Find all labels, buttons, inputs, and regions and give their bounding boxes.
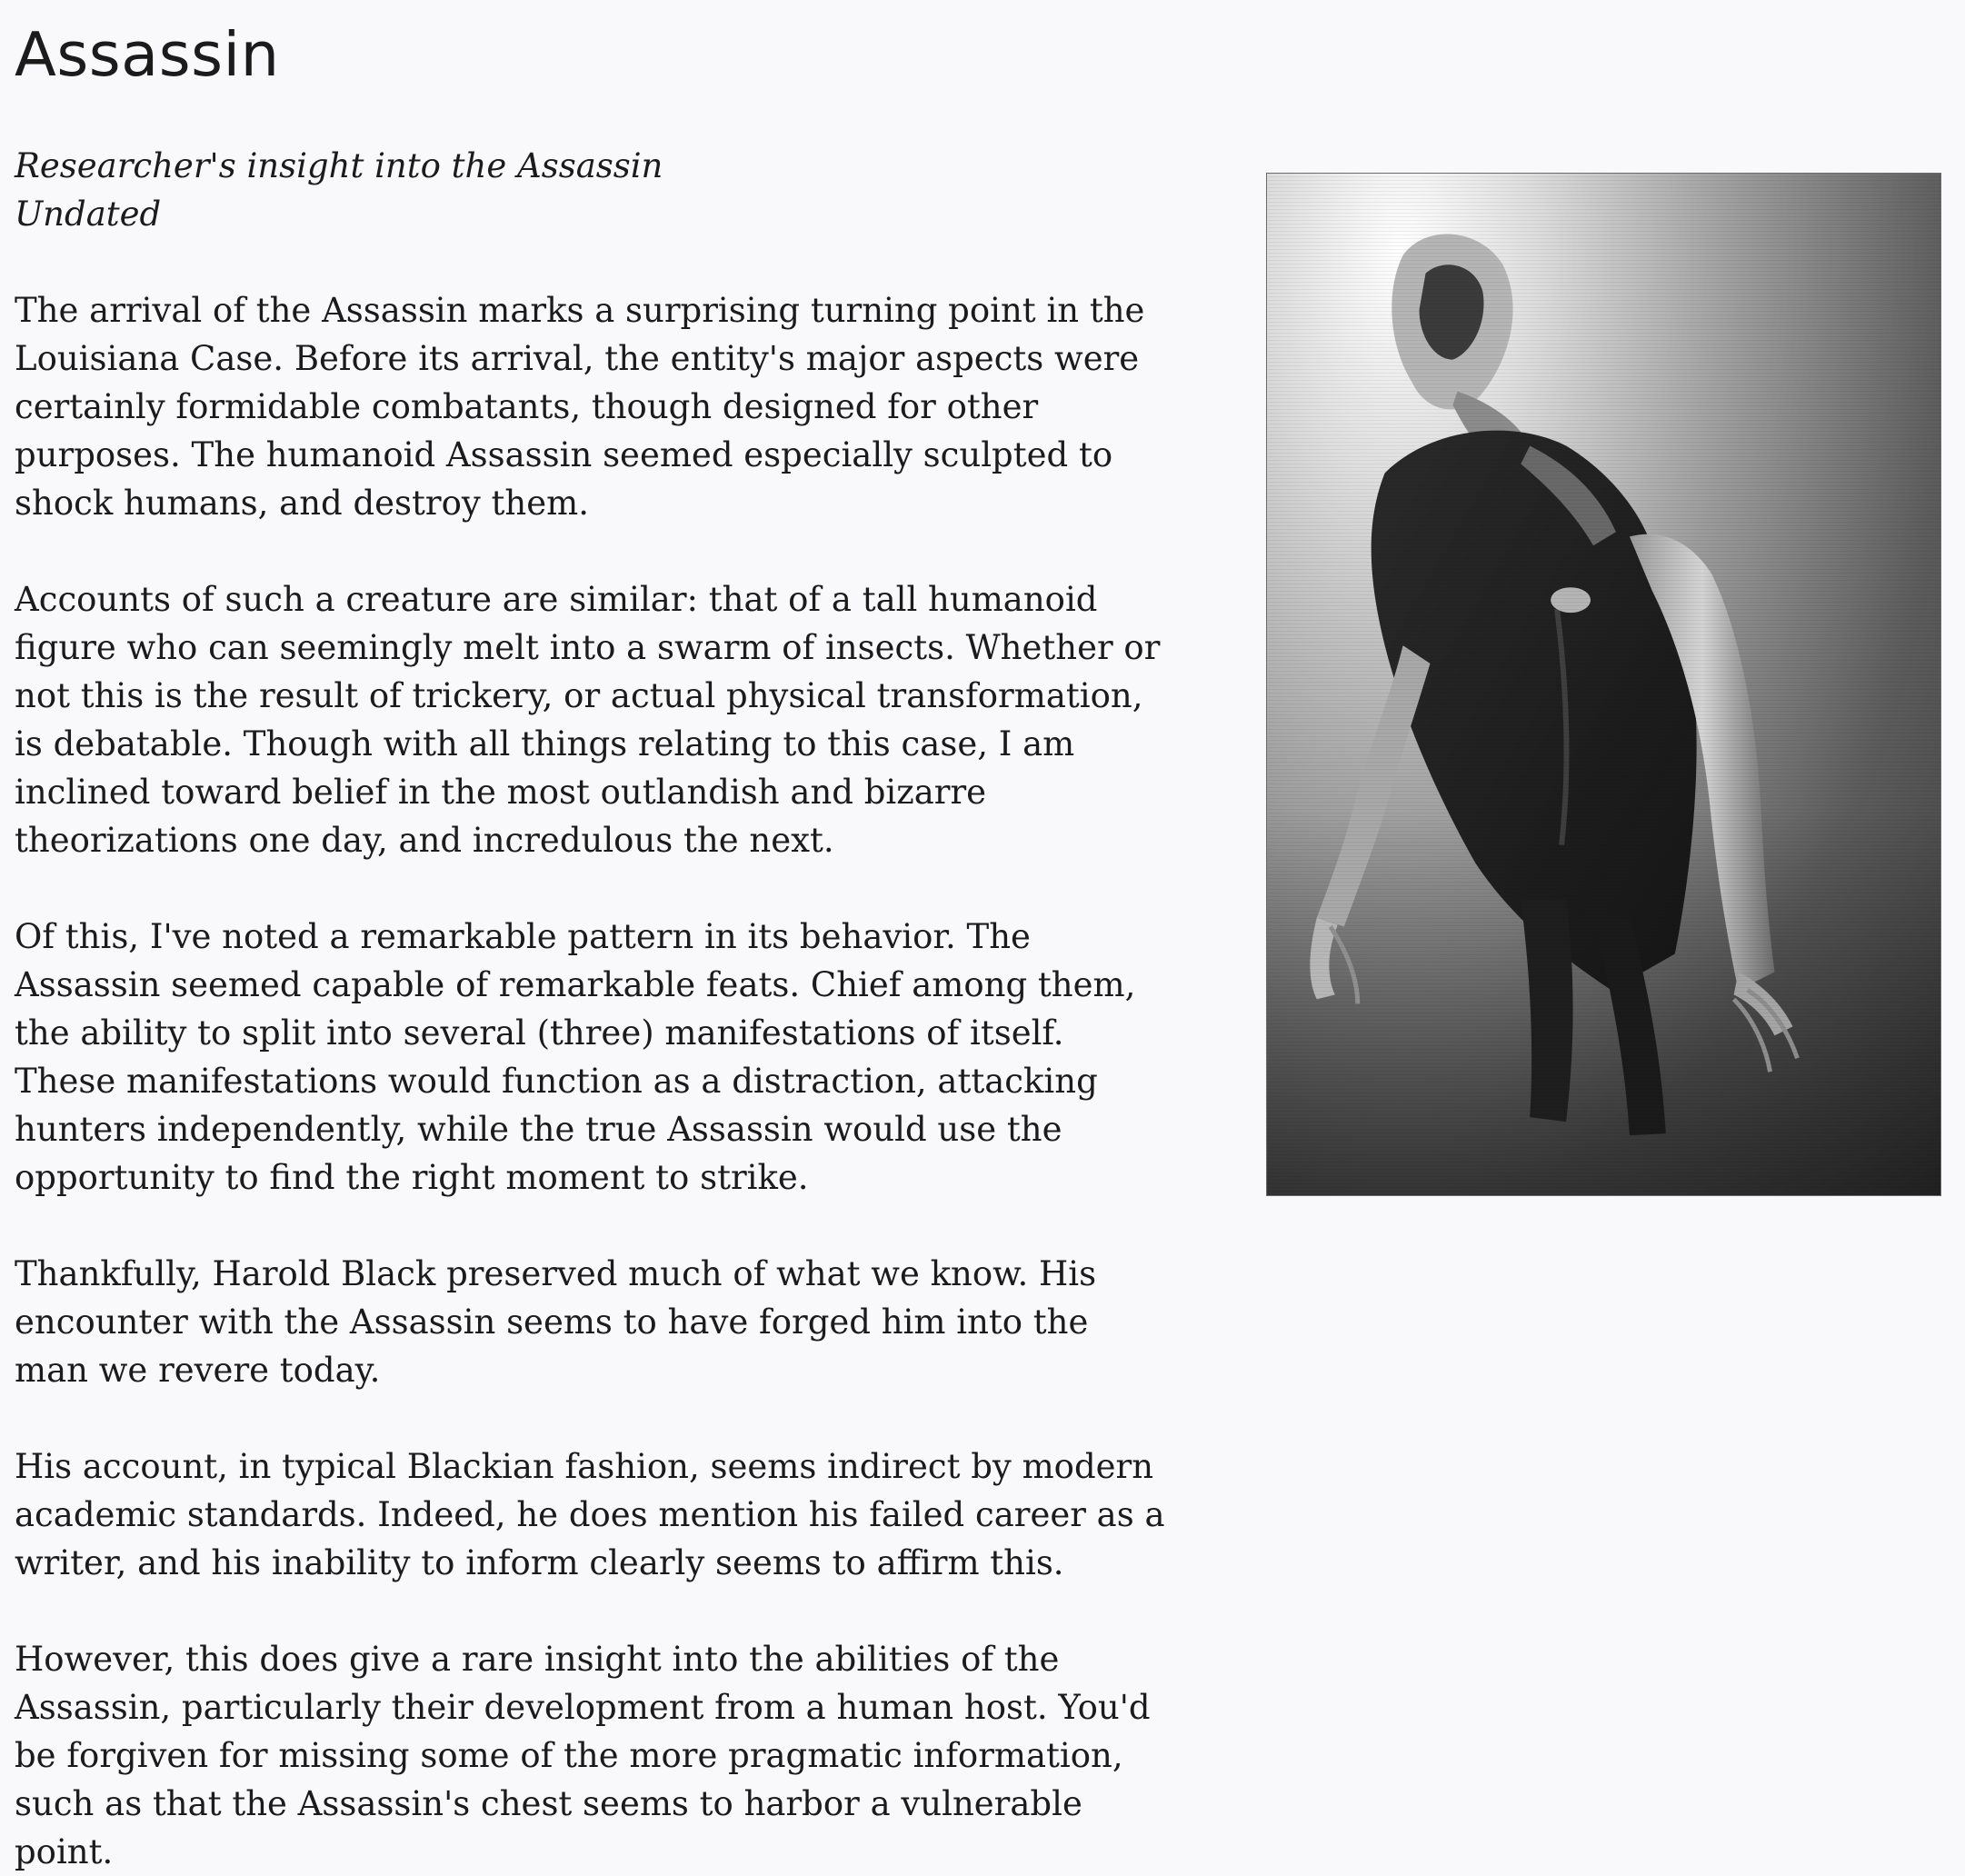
paragraph-2: Accounts of such a creature are similar: that of a tall humanoid figure who can seemingly melt into a swarm of insects. Whether or not this is the result of trickery, or actual physical transformation, is debatable. Though with all things relating to this case, I am inclined toward belief in the most outlandish and bizarre theorizations one day, and incredulous the next. xyxy=(15,580,1161,860)
page-title: Assassin xyxy=(15,19,280,90)
assassin-photograph xyxy=(1266,173,1941,1196)
article-body xyxy=(15,142,1169,1876)
subtitle-date: Undated xyxy=(15,195,162,234)
article-subtitle xyxy=(15,142,1169,238)
assassin-figure-illustration xyxy=(1267,174,1940,1195)
paragraph-3: Of this, I've noted a remarkable pattern in its behavior. The Assassin seemed capable of remarkable feats. Chief among them, the ability to split into several (three) manifestations of itself. These manifestations would function as a distraction, attacking hunters independently, while the true Assassin would use the opportunity to find the right moment to strike. xyxy=(15,917,1136,1197)
subtitle-heading: Researcher's insight into the Assassin xyxy=(15,146,663,185)
paragraph-1: The arrival of the Assassin marks a surprising turning point in the Louisiana Case. Before its arrival, the entity's major aspects were certainly formidable combatants, though designed for other purposes. The humanoid Assassin seemed especially sculpted to shock humans, and destroy them. xyxy=(15,291,1145,523)
paragraph-6: However, this does give a rare insight into the abilities of the Assassin, particularly their development from a human host. You'd be forgiven for missing some of the more pragmatic information, such as that the Assassin's chest seems to harbor a vulnerable point. xyxy=(15,1640,1151,1871)
paragraph-4: Thankfully, Harold Black preserved much of what we know. His encounter with the Assassin seems to have forged him into the man we revere today. xyxy=(15,1254,1097,1390)
paragraph-5: His account, in typical Blackian fashion, seems indirect by modern academic standards. Indeed, he does mention his failed career as a writer, and his inability to inform clearly seems to affirm this. xyxy=(15,1447,1165,1582)
